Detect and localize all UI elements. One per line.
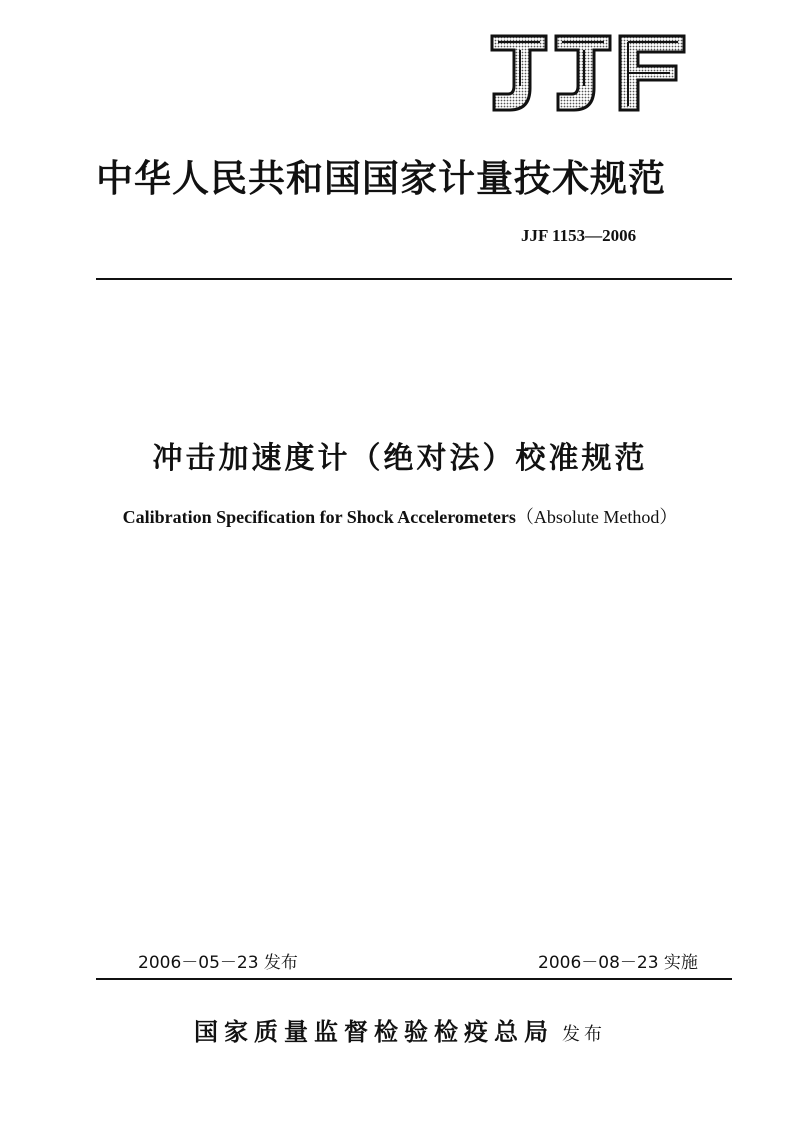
issue-date: 2006－05－23 发布 [138,953,298,973]
document-title-cn: 冲击加速度计（绝对法）校准规范 [152,441,648,476]
bottom-divider [96,978,732,980]
publisher-suffix: 发布 [562,1024,606,1045]
publisher-name: 国家质量监督检验检疫总局 [194,1017,554,1046]
standard-code: JJF 1153—2006 [521,226,637,245]
document-title-en [0,503,800,529]
document-title-en-main: Calibration Specification for Shock Accelerometers [122,507,516,527]
document-title-en-sub: （Absolute Method） [515,507,678,527]
jjf-logo [488,30,688,116]
implementation-date: 2006－08－23 实施 [538,953,698,973]
logo-letter-f [620,36,684,110]
publisher [0,1012,800,1047]
top-divider [96,278,732,280]
logo-letter-j1 [492,36,546,110]
logo-letter-j2 [556,36,610,110]
standard-series-title: 中华人民共和国国家计量技术规范 [96,157,666,200]
